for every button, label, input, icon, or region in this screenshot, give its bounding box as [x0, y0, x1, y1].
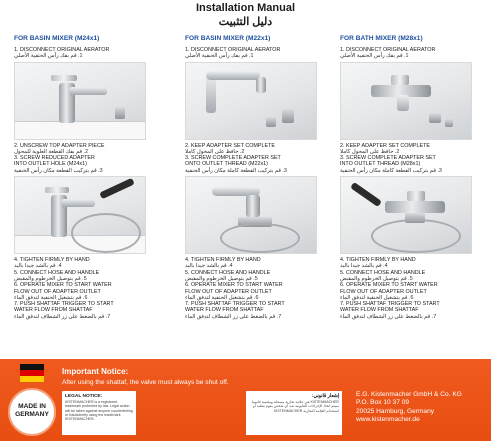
step-text: 5. CONNECT HOSE AND HANDLE — [340, 269, 426, 276]
step-text: 6. OPERATE MIXER TO START WATER — [340, 282, 438, 289]
step-text-arabic: 3. قم بتركيب القطعة كاملة مكان رأس الحنفية — [185, 167, 287, 174]
company-address — [356, 391, 486, 425]
step-text-arabic: 2. حافظ على المحول كاملا — [340, 148, 400, 155]
made-in-germany-seal — [8, 388, 56, 436]
step-text: 2. KEEP ADAPTER SET COMPLETE — [340, 142, 430, 149]
step-text: INTO OUTLET THREAD (M28x1) — [340, 161, 421, 168]
photo-disconnect-aerator — [340, 62, 472, 140]
notice-text: After using the shattaf, the valve must always be shut off. — [62, 379, 229, 386]
step-text-arabic: 1. قم بفك رأس الحنفية الأصلي — [14, 53, 83, 60]
footer-banner — [0, 359, 491, 441]
step-text-arabic: 1. قم بفك رأس الحنفية الأصلي — [340, 53, 409, 60]
column-title: FOR BASIN MIXER (M22x1) — [185, 35, 271, 42]
legal-notice-box — [62, 391, 136, 435]
column-title: FOR BATH MIXER (M28x1) — [340, 35, 423, 42]
step-text: 3. SCREW COMPLETE ADAPTER SET — [185, 155, 281, 162]
step-text-arabic: 4. قم بالشد جيدا باليد — [185, 263, 233, 270]
column-bath-m28 — [340, 36, 490, 354]
bottom-steps — [185, 257, 335, 320]
top-steps — [14, 47, 164, 60]
step-text-arabic: 6. قم بتشغيل الحنفية لتدفق الماء — [340, 294, 414, 301]
column-basin-m24 — [14, 36, 164, 354]
step-text: FLOW OUT OF ADAPTER OUTLET — [185, 288, 272, 295]
photo-connect-hose — [185, 176, 317, 254]
step-text: 2. UNSCREW TOP ADAPTER PIECE — [14, 142, 105, 149]
photo-connect-hose — [14, 176, 146, 254]
step-text: WATER FLOW FROM SHATTAF — [14, 307, 93, 314]
mid-steps — [185, 143, 335, 174]
seal-text-line1: MADE IN — [18, 403, 46, 410]
step-text: 7. PUSH SHATTAF TRIGGER TO START — [340, 301, 440, 308]
step-text-arabic: 4. قم بالشد جيدا باليد — [340, 263, 388, 270]
mid-steps — [14, 143, 164, 174]
step-text: 4. TIGHTEN FIRMLY BY HAND — [340, 257, 416, 264]
step-text-arabic: 1. قم بفك رأس الحنفية الأصلي — [185, 53, 254, 60]
step-text: 5. CONNECT HOSE AND HANDLE — [185, 269, 271, 276]
step-text: WATER FLOW FROM SHATTAF — [185, 307, 264, 314]
step-text: ONTO OUTLET THREAD (M22x1) — [185, 161, 268, 168]
step-text: 1. DISCONNECT ORIGINAL AERATOR — [340, 47, 436, 53]
step-text: FLOW OUT OF ADAPTER OUTLET — [340, 288, 427, 295]
step-text-arabic: 3. قم بتركيب القطعة كاملة مكان رأس الحنفية — [340, 167, 442, 174]
step-text-arabic: 4. قم بالشد جيدا باليد — [14, 263, 62, 270]
step-text: 6. OPERATE MIXER TO START WATER — [14, 282, 112, 289]
step-text-arabic: 2. حافظ على المحول كاملا — [185, 148, 245, 155]
legal-notice-title-arabic: إشعار قانوني: — [311, 394, 339, 399]
photo-connect-hose — [340, 176, 472, 254]
legal-notice-box-arabic — [246, 391, 342, 435]
step-text: INTO OUTLET HOLE (M24x1) — [14, 161, 87, 168]
step-text: 6. OPERATE MIXER TO START WATER — [185, 282, 283, 289]
step-text-arabic: 7. قم بالضغط على زر الشطاف لتدفق الماء — [340, 313, 437, 320]
company-website[interactable]: www.kistenmacher.de — [356, 416, 420, 424]
step-text: 4. TIGHTEN FIRMLY BY HAND — [14, 257, 90, 264]
step-text: WATER FLOW FROM SHATTAF — [340, 307, 419, 314]
step-text-arabic: 5. قم بتوصيل الخرطوم والمقبض — [185, 275, 258, 282]
column-title: FOR BASIN MIXER (M24x1) — [14, 35, 100, 42]
step-text: 7. PUSH SHATTAF TRIGGER TO START — [185, 301, 285, 308]
step-text-arabic: 6. قم بتشغيل الحنفية لتدفق الماء — [14, 294, 88, 301]
step-text: 3. SCREW REDUCED ADAPTER — [14, 155, 95, 162]
column-basin-m22 — [185, 36, 335, 354]
step-text: 5. CONNECT HOSE AND HANDLE — [14, 269, 100, 276]
company-po-box: P.O. Box 10 37 09 — [356, 399, 410, 407]
step-text: 2. KEEP ADAPTER SET COMPLETE — [185, 142, 275, 149]
legal-notice-body: KISTENMACHER is a registered trademark protected by law. Legal action will be taken against anyone counterfeiting or fraudulently using the trademark KISTENMACHER. — [65, 400, 133, 422]
photo-disconnect-aerator — [185, 62, 317, 140]
manual-header — [0, 0, 491, 38]
step-text-arabic: 5. قم بتوصيل الخرطوم والمقبض — [14, 275, 87, 282]
notice-title: Important Notice: — [62, 367, 129, 376]
step-text-arabic: 7. قم بالضغط على زر الشطاف لتدفق الماء — [185, 313, 282, 320]
bottom-steps — [14, 257, 164, 320]
seal-text-line2: GERMANY — [15, 411, 49, 418]
top-steps — [340, 47, 490, 60]
step-text: 4. TIGHTEN FIRMLY BY HAND — [185, 257, 261, 264]
step-text-arabic: 2. قم بفك القطعة العلوية للمحول — [14, 148, 89, 155]
step-text: FLOW OUT OF ADAPTER OUTLET — [14, 288, 101, 295]
step-text-arabic: 3. قم بتركيب القطعة مكان رأس الحنفية — [14, 167, 103, 174]
bottom-steps — [340, 257, 490, 320]
top-steps — [185, 47, 335, 60]
step-text-arabic: 7. قم بالضغط على زر الشطاف لتدفق الماء — [14, 313, 111, 320]
mid-steps — [340, 143, 490, 174]
step-text-arabic: 6. قم بتشغيل الحنفية لتدفق الماء — [185, 294, 259, 301]
manual-title: Installation Manual — [195, 2, 295, 14]
manual-title-arabic: دليل التثبيت — [218, 16, 273, 28]
step-text: 3. SCREW COMPLETE ADAPTER SET — [340, 155, 436, 162]
legal-notice-body-arabic: KISTENMACHER هي علامة تجارية مسجلة ومحمية قانونيا. سيتم اتخاذ الإجراءات القانونية ضد أي شخص يقوم بتقليد أو استخدام العلامة التجارية KISTENMACHER — [250, 400, 339, 413]
step-text-arabic: 5. قم بتوصيل الخرطوم والمقبض — [340, 275, 413, 282]
step-text: 1. DISCONNECT ORIGINAL AERATOR — [14, 47, 110, 53]
step-text: 7. PUSH SHATTAF TRIGGER TO START — [14, 301, 114, 308]
legal-notice-title: LEGAL NOTICE: — [65, 394, 103, 399]
step-text: 1. DISCONNECT ORIGINAL AERATOR — [185, 47, 281, 53]
company-city: 20025 Hamburg, Germany — [356, 407, 435, 415]
photo-disconnect-aerator — [14, 62, 146, 140]
company-name: E.G. Kistenmacher GmbH & Co. KG — [356, 391, 462, 398]
germany-flag-icon — [20, 364, 44, 382]
